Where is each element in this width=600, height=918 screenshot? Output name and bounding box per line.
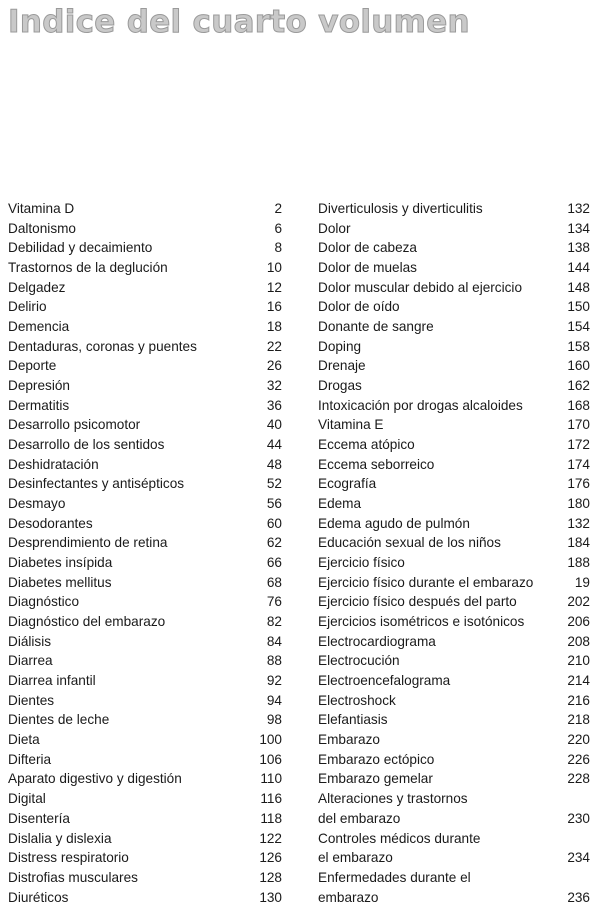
- index-entry: [318, 769, 590, 789]
- entry-page-number: 2: [274, 201, 282, 216]
- entry-page-number: 98: [266, 712, 282, 728]
- index-entry: [8, 238, 282, 258]
- entry-page-number: 8: [274, 240, 282, 256]
- entry-page-number: 26: [266, 358, 282, 374]
- entry-page-number: 218: [567, 712, 590, 728]
- index-entry: [8, 651, 282, 671]
- index-entry: [318, 258, 590, 278]
- index-entry: [8, 612, 282, 632]
- entry-page-number: 92: [266, 673, 282, 689]
- index-entry: [8, 396, 282, 416]
- index-entry: [8, 376, 282, 396]
- index-entry: [318, 632, 590, 652]
- index-entry: [318, 474, 590, 494]
- entry-page-number: 118: [260, 810, 282, 826]
- entry-term: Alteraciones y trastornos: [318, 791, 468, 807]
- entry-term: Dolor de muelas: [318, 260, 417, 276]
- entry-term: del embarazo: [318, 810, 401, 826]
- index-entry: [8, 671, 282, 691]
- entry-page-number: 138: [567, 240, 590, 256]
- entry-page-number: 130: [259, 889, 282, 905]
- entry-term: Diabetes insípida: [8, 555, 113, 571]
- entry-page-number: 174: [567, 456, 590, 472]
- entry-term: Ejercicios isométricos e isotónicos: [318, 614, 525, 630]
- entry-page-number: 214: [567, 673, 590, 689]
- index-entry: [318, 592, 590, 612]
- index-entry: [318, 710, 590, 730]
- index-entry: [8, 573, 282, 593]
- index-column-right: [318, 199, 590, 907]
- entry-page-number: 162: [567, 378, 590, 394]
- index-entry: [8, 455, 282, 475]
- index-entry: [318, 671, 590, 691]
- index-entry: [318, 455, 590, 475]
- entry-term: Dermatitis: [8, 397, 70, 413]
- index-entry: [318, 238, 590, 258]
- entry-term: Drogas: [318, 378, 362, 394]
- entry-page-number: 210: [567, 653, 590, 669]
- entry-term: Diuréticos: [8, 889, 69, 905]
- entry-term: Eccema atópico: [318, 437, 415, 453]
- index-entry: [8, 317, 282, 337]
- entry-page-number: 184: [567, 535, 590, 551]
- entry-page-number: 206: [567, 614, 590, 630]
- index-entry: [8, 848, 282, 868]
- entry-term: Disentería: [8, 810, 70, 826]
- entry-page-number: 126: [259, 850, 282, 866]
- entry-term: Electroshock: [318, 692, 396, 708]
- index-entry: [318, 730, 590, 750]
- entry-page-number: 150: [567, 299, 590, 315]
- entry-page-number: 170: [567, 417, 590, 433]
- entry-term: Delgadez: [8, 279, 66, 295]
- entry-term: Dolor: [318, 220, 351, 236]
- entry-page-number: 19: [574, 574, 590, 590]
- index-entry: [8, 435, 282, 455]
- index-entry: [318, 533, 590, 553]
- entry-term: Vitamina D: [8, 201, 75, 216]
- entry-page-number: 40: [266, 417, 282, 433]
- entry-term: Enfermedades durante el: [318, 869, 471, 885]
- index-entry: [318, 376, 590, 396]
- index-entry: [8, 278, 282, 298]
- index-entry: [318, 337, 590, 357]
- entry-page-number: 10: [266, 260, 282, 276]
- index-entry: [8, 258, 282, 278]
- entry-page-number: 172: [567, 437, 590, 453]
- entry-page-number: 52: [266, 476, 282, 492]
- index-entry: [318, 435, 590, 455]
- entry-page-number: 128: [259, 869, 282, 885]
- entry-page-number: 202: [567, 594, 590, 610]
- index-entry: [318, 612, 590, 632]
- entry-page-number: 160: [567, 358, 590, 374]
- entry-page-number: 22: [266, 338, 282, 354]
- entry-term: Daltonismo: [8, 220, 76, 236]
- index-entry: [8, 553, 282, 573]
- entry-page-number: 234: [567, 850, 590, 866]
- entry-term: Desodorantes: [8, 515, 93, 531]
- index-entry: [318, 514, 590, 534]
- entry-page-number: 12: [266, 279, 282, 295]
- index-entry: [318, 396, 590, 416]
- entry-term: Electroencefalograma: [318, 673, 451, 689]
- entry-page-number: 94: [266, 692, 282, 708]
- index-entry: [8, 710, 282, 730]
- index-entry: [8, 494, 282, 514]
- index-entry: [8, 592, 282, 612]
- entry-term: Eccema seborreico: [318, 456, 435, 472]
- entry-term: Deporte: [8, 358, 57, 374]
- entry-page-number: 208: [567, 633, 590, 649]
- index-entry: [318, 691, 590, 711]
- index-entry: [318, 829, 590, 849]
- index-entry: [8, 789, 282, 809]
- index-entry: [8, 415, 282, 435]
- entry-term: Distrofias musculares: [8, 869, 138, 885]
- index-entry: [318, 848, 590, 868]
- entry-page-number: 132: [567, 201, 590, 216]
- entry-term: Diabetes mellitus: [8, 574, 112, 590]
- entry-page-number: 60: [266, 515, 282, 531]
- index-entry: [318, 553, 590, 573]
- entry-term: Drenaje: [318, 358, 366, 374]
- entry-term: Controles médicos durante: [318, 830, 481, 846]
- entry-page-number: 100: [259, 732, 282, 748]
- entry-term: Desprendimiento de retina: [8, 535, 168, 551]
- index-entry: [8, 809, 282, 829]
- entry-page-number: 82: [266, 614, 282, 630]
- entry-page-number: 188: [567, 555, 590, 571]
- entry-term: Intoxicación por drogas alcaloides: [318, 397, 523, 413]
- entry-page-number: 84: [266, 633, 282, 649]
- entry-page-number: 62: [266, 535, 282, 551]
- entry-term: Diálisis: [8, 633, 52, 649]
- entry-term: Deshidratación: [8, 456, 99, 472]
- entry-term: Educación sexual de los niños: [318, 535, 501, 551]
- entry-page-number: 68: [266, 574, 282, 590]
- entry-term: Distress respiratorio: [8, 850, 129, 866]
- index-entry: [318, 651, 590, 671]
- entry-term: Dolor muscular debido al ejercicio: [318, 279, 522, 295]
- entry-page-number: 116: [260, 791, 282, 807]
- index-entry: [318, 219, 590, 239]
- entry-page-number: 44: [266, 437, 282, 453]
- index-entry: [318, 888, 590, 908]
- index-entry: [8, 632, 282, 652]
- index-entry: [8, 199, 282, 219]
- entry-term: Dentaduras, coronas y puentes: [8, 338, 197, 354]
- index-entry: [318, 573, 590, 593]
- index-entry: [8, 356, 282, 376]
- entry-page-number: 76: [266, 594, 282, 610]
- entry-term: Delirio: [8, 299, 47, 315]
- entry-term: Dolor de oído: [318, 299, 400, 315]
- entry-page-number: 110: [260, 771, 282, 787]
- entry-term: Vitamina E: [318, 417, 384, 433]
- entry-term: Embarazo: [318, 732, 380, 748]
- entry-page-number: 144: [567, 260, 590, 276]
- index-entry: [8, 474, 282, 494]
- entry-term: Aparato digestivo y digestión: [8, 771, 182, 787]
- entry-page-number: 176: [567, 476, 590, 492]
- entry-page-number: 56: [266, 496, 282, 512]
- entry-term: Diarrea infantil: [8, 673, 96, 689]
- index-entry: [8, 750, 282, 770]
- entry-page-number: 122: [259, 830, 282, 846]
- page-title: Indice del cuarto volumen: [8, 4, 470, 40]
- index-entry: [8, 514, 282, 534]
- entry-term: Ecografía: [318, 476, 377, 492]
- entry-term: Electrocución: [318, 653, 400, 669]
- entry-page-number: 220: [567, 732, 590, 748]
- entry-page-number: 134: [567, 220, 590, 236]
- entry-term: Debilidad y decaimiento: [8, 240, 153, 256]
- index-entry: [318, 750, 590, 770]
- index-entry: [8, 533, 282, 553]
- entry-term: embarazo: [318, 889, 379, 905]
- entry-term: Desarrollo de los sentidos: [8, 437, 165, 453]
- entry-page-number: 154: [567, 319, 590, 335]
- entry-term: Ejercicio físico: [318, 555, 405, 571]
- entry-page-number: 32: [266, 378, 282, 394]
- index-entry: [318, 278, 590, 298]
- entry-term: Embarazo ectópico: [318, 751, 435, 767]
- entry-page-number: 236: [567, 889, 590, 905]
- index-entry: [8, 730, 282, 750]
- index-entry: [8, 868, 282, 888]
- entry-term: Electrocardiograma: [318, 633, 436, 649]
- entry-term: Dientes de leche: [8, 712, 110, 728]
- index-entry: [318, 809, 590, 829]
- entry-page-number: 230: [567, 810, 590, 826]
- entry-page-number: 48: [266, 456, 282, 472]
- entry-term: Demencia: [8, 319, 70, 335]
- index-entry: [8, 829, 282, 849]
- index-entry: [318, 199, 590, 219]
- index-entry: [318, 297, 590, 317]
- entry-term: Digital: [8, 791, 46, 807]
- entry-term: Dolor de cabeza: [318, 240, 417, 256]
- entry-term: Diarrea: [8, 653, 53, 669]
- index-entry: [318, 789, 590, 809]
- entry-term: Ejercicio físico después del parto: [318, 594, 517, 610]
- entry-term: Depresión: [8, 378, 70, 394]
- entry-term: Elefantiasis: [318, 712, 388, 728]
- entry-page-number: 16: [266, 299, 282, 315]
- entry-term: Embarazo gemelar: [318, 771, 433, 787]
- entry-page-number: 66: [266, 555, 282, 571]
- index-entry: [8, 769, 282, 789]
- entry-page-number: 106: [259, 751, 282, 767]
- entry-term: Desinfectantes y antisépticos: [8, 476, 185, 492]
- index-entry: [8, 297, 282, 317]
- entry-term: Desarrollo psicomotor: [8, 417, 141, 433]
- entry-term: Dientes: [8, 692, 55, 708]
- index-entry: [318, 415, 590, 435]
- entry-page-number: 18: [266, 319, 282, 335]
- entry-term: Dislalia y dislexia: [8, 830, 112, 846]
- index-column-left: [8, 199, 282, 907]
- entry-page-number: 180: [567, 496, 590, 512]
- entry-term: Donante de sangre: [318, 319, 434, 335]
- entry-term: Edema agudo de pulmón: [318, 515, 470, 531]
- entry-page-number: 168: [567, 397, 590, 413]
- entry-page-number: 216: [567, 692, 590, 708]
- entry-page-number: 88: [266, 653, 282, 669]
- entry-term: Dieta: [8, 732, 40, 748]
- index-entry: [8, 337, 282, 357]
- entry-page-number: 158: [567, 338, 590, 354]
- index-entry: [318, 356, 590, 376]
- entry-term: Doping: [318, 338, 362, 354]
- entry-page-number: 226: [567, 751, 590, 767]
- entry-term: Desmayo: [8, 496, 66, 512]
- entry-term: el embarazo: [318, 850, 393, 866]
- entry-term: Diagnóstico del embarazo: [8, 614, 166, 630]
- entry-page-number: 228: [567, 771, 590, 787]
- index-entry: [318, 494, 590, 514]
- entry-page-number: 148: [567, 279, 590, 295]
- entry-page-number: 36: [266, 397, 282, 413]
- index-entry: [8, 219, 282, 239]
- entry-page-number: 6: [274, 220, 282, 236]
- index-entry: [318, 868, 590, 888]
- entry-page-number: 132: [567, 515, 590, 531]
- index-entry: [8, 888, 282, 908]
- index-entry: [8, 691, 282, 711]
- entry-term: Diverticulosis y diverticulitis: [318, 201, 483, 216]
- entry-term: Trastornos de la deglución: [8, 260, 168, 276]
- entry-term: Ejercicio físico durante el embarazo: [318, 574, 534, 590]
- entry-term: Edema: [318, 496, 362, 512]
- entry-term: Difteria: [8, 751, 52, 767]
- index-entry: [318, 317, 590, 337]
- entry-term: Diagnóstico: [8, 594, 80, 610]
